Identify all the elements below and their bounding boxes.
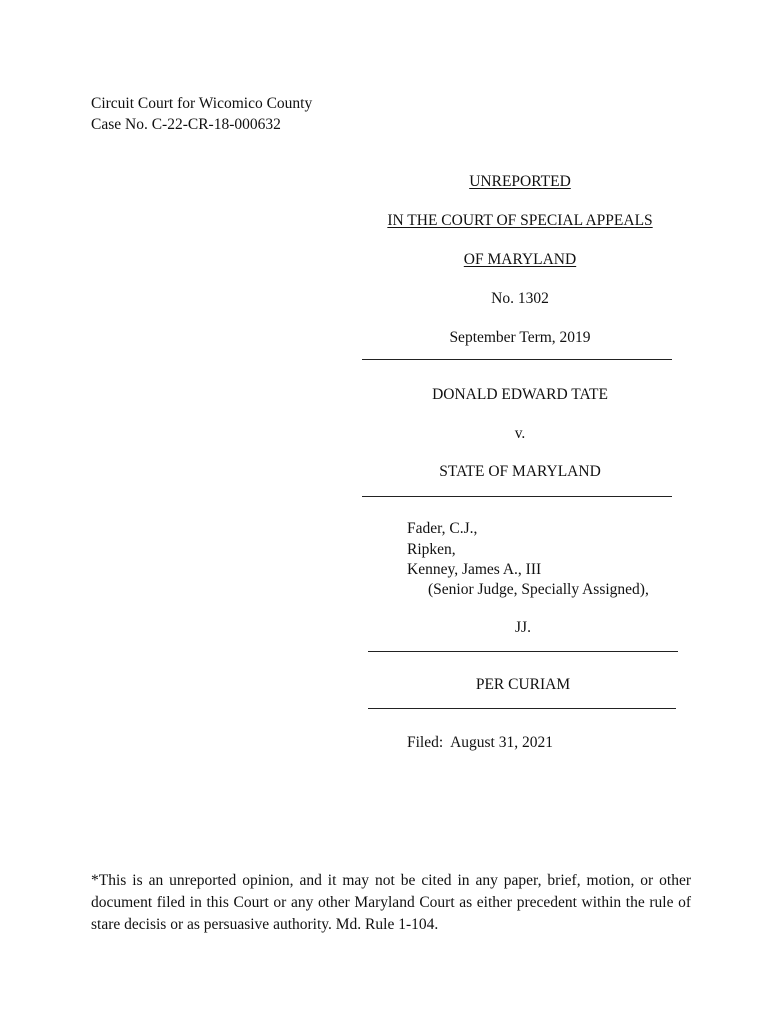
judge-name: Fader, C.J., — [407, 520, 478, 537]
divider-line — [362, 496, 672, 497]
filed-date: Filed: August 31, 2021 — [407, 734, 553, 751]
opinion-author: PER CURIAM — [475, 676, 571, 693]
court-name: IN THE COURT OF SPECIAL APPEALS — [387, 212, 653, 229]
unreported-footnote: *This is an unreported opinion, and it may not be cited in any paper, brief, motion, or other document filed in this Court or any other Maryland Court as either precedent within the rule of stare decisis or as persuasive authority. Md. Rule 1-104. — [91, 872, 691, 933]
appellant-name: DONALD EDWARD TATE — [432, 386, 608, 403]
judge-name: Kenney, James A., III — [407, 561, 542, 578]
divider-line — [368, 708, 676, 709]
unreported-label: UNREPORTED — [469, 173, 571, 190]
court-term: September Term, 2019 — [449, 329, 591, 346]
judge-name: Ripken, — [407, 541, 456, 558]
versus-label: v. — [514, 425, 526, 442]
divider-line — [362, 359, 672, 360]
judge-note: (Senior Judge, Specially Assigned), — [428, 581, 649, 598]
court-state: OF MARYLAND — [463, 251, 577, 268]
judges-suffix: JJ. — [515, 619, 531, 636]
case-number: Case No. C-22-CR-18-000632 — [91, 116, 281, 133]
divider-line — [368, 651, 678, 652]
appeal-number: No. 1302 — [491, 290, 549, 307]
lower-court-name: Circuit Court for Wicomico County — [91, 95, 313, 112]
appellee-name: STATE OF MARYLAND — [439, 463, 601, 480]
